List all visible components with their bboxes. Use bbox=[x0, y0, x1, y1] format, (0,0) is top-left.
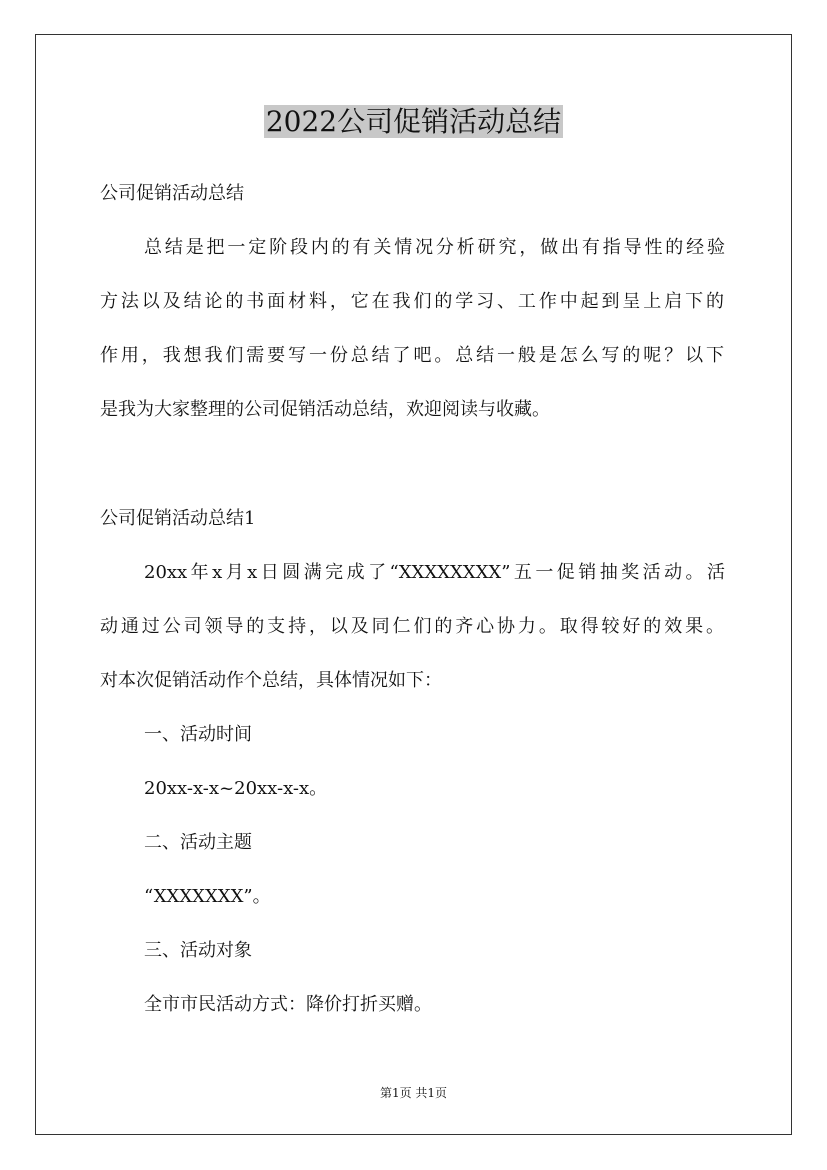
document-title-text: 2022公司促销活动总结 bbox=[265, 105, 562, 138]
activity-time-heading: 一、活动时间 bbox=[144, 724, 252, 745]
section1-paragraph-line-2: 动通过公司领导的支持，以及同仁们的齐心协力。取得较好的效果。 bbox=[100, 616, 724, 637]
page-number-footer: 第1页 共1页 bbox=[379, 1086, 448, 1100]
document-subtitle: 公司促销活动总结 bbox=[100, 183, 244, 204]
section1-heading: 公司促销活动总结1 bbox=[100, 508, 256, 529]
activity-target-value: 全市市民活动方式：降价打折买赠。 bbox=[144, 994, 432, 1015]
intro-line-3: 作用，我想我们需要写一份总结了吧。总结一般是怎么写的呢？以下 bbox=[100, 345, 724, 366]
section1-paragraph-line-3: 对本次促销活动作个总结，具体情况如下： bbox=[100, 670, 442, 691]
document-title bbox=[0, 104, 827, 140]
activity-theme-value: “XXXXXXX”。 bbox=[144, 886, 271, 907]
intro-line-1: 总结是把一定阶段内的有关情况分析研究，做出有指导性的经验 bbox=[144, 237, 725, 258]
intro-line-2: 方法以及结论的书面材料，它在我们的学习、工作中起到呈上启下的 bbox=[100, 291, 724, 312]
intro-line-4: 是我为大家整理的公司促销活动总结，欢迎阅读与收藏。 bbox=[100, 399, 550, 420]
activity-target-heading: 三、活动对象 bbox=[144, 940, 252, 961]
section1-paragraph-line-1: 20xx年x月x日圆满完成了“XXXXXXXX”五一促销抽奖活动。活 bbox=[144, 562, 725, 583]
activity-time-value: 20xx-x-x~20xx-x-x。 bbox=[144, 778, 328, 799]
activity-theme-heading: 二、活动主题 bbox=[144, 832, 252, 853]
